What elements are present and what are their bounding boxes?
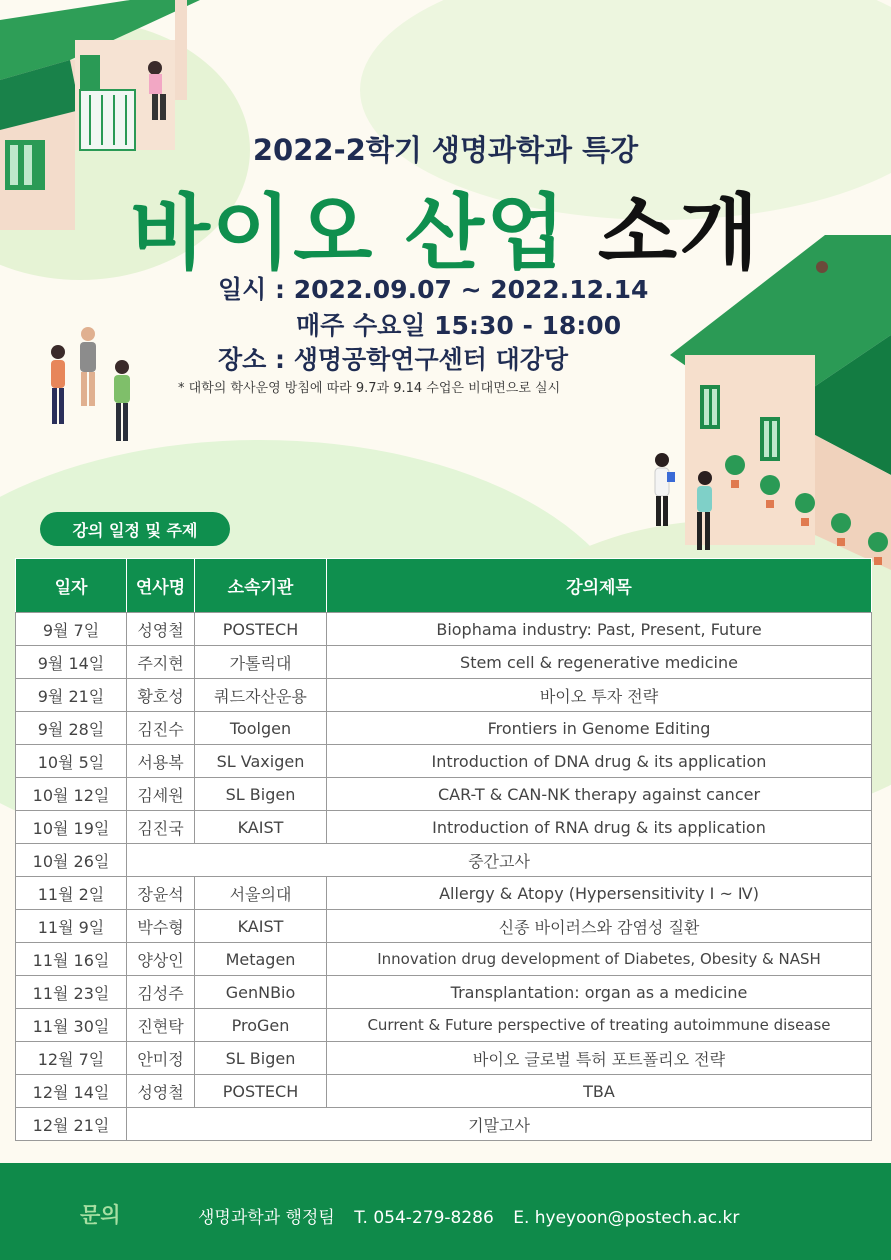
table-row (16, 745, 872, 778)
cell-speaker: 진현탁 (127, 1009, 195, 1042)
cell-speaker: 양상인 (127, 943, 195, 976)
header-title: 강의제목 (327, 559, 872, 613)
schedule-badge: 강의 일정 및 주제 (40, 512, 230, 546)
cell-speaker: 박수형 (127, 910, 195, 943)
cell-title: Frontiers in Genome Editing (327, 712, 872, 745)
cell-exam: 기말고사 (127, 1108, 872, 1141)
date-line: 일시 : 2022.09.07 ~ 2022.12.14 (218, 275, 649, 304)
cell-speaker: 황호성 (127, 679, 195, 712)
header-org: 소속기관 (195, 559, 327, 613)
table-row (16, 1108, 872, 1141)
cell-speaker: 성영철 (127, 613, 195, 646)
cell-date: 11월 16일 (16, 943, 127, 976)
cell-org: KAIST (195, 811, 327, 844)
cell-org: SL Bigen (195, 778, 327, 811)
cell-title: 바이오 투자 전략 (327, 679, 872, 712)
contact-label: 문의 (80, 1203, 121, 1227)
title-green: 바이오 산업 (130, 186, 568, 281)
contact-footer (0, 1163, 891, 1260)
table-row (16, 910, 872, 943)
table-row (16, 679, 872, 712)
cell-speaker: 안미정 (127, 1042, 195, 1075)
cell-speaker: 서용복 (127, 745, 195, 778)
page-title (0, 168, 891, 285)
cell-title: TBA (327, 1075, 872, 1108)
cell-speaker: 장윤석 (127, 877, 195, 910)
note-text: * 대학의 학사운영 방침에 따라 9.7과 9.14 수업은 비대면으로 실시 (178, 381, 561, 396)
cell-title: Innovation drug development of Diabetes, Obesity & NASH (327, 943, 872, 976)
cell-org: Toolgen (195, 712, 327, 745)
cell-org: POSTECH (195, 1075, 327, 1108)
cell-date: 9월 14일 (16, 646, 127, 679)
contact-info (198, 1203, 753, 1228)
cell-date: 12월 7일 (16, 1042, 127, 1075)
cell-exam: 중간고사 (127, 844, 872, 877)
table-row (16, 613, 872, 646)
cell-title: Current & Future perspective of treating autoimmune disease (327, 1009, 872, 1042)
time-line: 매주 수요일 15:30 - 18:00 (296, 311, 622, 340)
cell-date: 9월 7일 (16, 613, 127, 646)
cell-date: 12월 14일 (16, 1075, 127, 1108)
cell-date: 11월 23일 (16, 976, 127, 1009)
table-row (16, 1009, 872, 1042)
table-row (16, 712, 872, 745)
people-illustration (40, 322, 140, 447)
cell-org: SL Bigen (195, 1042, 327, 1075)
table-row (16, 811, 872, 844)
cell-date: 9월 28일 (16, 712, 127, 745)
cell-title: Biophama industry: Past, Present, Future (327, 613, 872, 646)
cell-date: 12월 21일 (16, 1108, 127, 1141)
cell-date: 9월 21일 (16, 679, 127, 712)
cell-speaker: 주지현 (127, 646, 195, 679)
cell-title: Stem cell & regenerative medicine (327, 646, 872, 679)
cell-org: 쿼드자산운용 (195, 679, 327, 712)
table-row (16, 646, 872, 679)
event-subtitle: 2022-2학기 생명과학과 특강 (252, 133, 639, 167)
cell-title: 신종 바이러스와 감염성 질환 (327, 910, 872, 943)
table-row (16, 1075, 872, 1108)
cell-title: Introduction of RNA drug & its application (327, 811, 872, 844)
cell-title: Transplantation: organ as a medicine (327, 976, 872, 1009)
header-speaker: 연사명 (127, 559, 195, 613)
cell-title: Allergy & Atopy (Hypersensitivity Ⅰ ~ Ⅳ) (327, 877, 872, 910)
contact-phone: T. 054-279-8286 (354, 1208, 494, 1228)
table-row (16, 778, 872, 811)
cell-speaker: 성영철 (127, 1075, 195, 1108)
cell-org: Metagen (195, 943, 327, 976)
cell-title: CAR-T & CAN-NK therapy against cancer (327, 778, 872, 811)
cell-speaker: 김성주 (127, 976, 195, 1009)
cell-date: 10월 12일 (16, 778, 127, 811)
schedule-table (15, 558, 872, 1141)
cell-org: 가톨릭대 (195, 646, 327, 679)
people-illustration (645, 450, 720, 555)
cell-org: GenNBio (195, 976, 327, 1009)
cell-speaker: 김진수 (127, 712, 195, 745)
cell-title: 바이오 글로벌 특허 포트폴리오 전략 (327, 1042, 872, 1075)
place-line: 장소 : 생명공학연구센터 대강당 (218, 345, 569, 374)
cell-date: 11월 30일 (16, 1009, 127, 1042)
table-row (16, 943, 872, 976)
table-header-row (16, 559, 872, 613)
table-row (16, 976, 872, 1009)
cell-title: Introduction of DNA drug & its application (327, 745, 872, 778)
table-row (16, 1042, 872, 1075)
table-row (16, 844, 872, 877)
cell-org: POSTECH (195, 613, 327, 646)
header-date: 일자 (16, 559, 127, 613)
contact-email[interactable]: E. hyeyoon@postech.ac.kr (513, 1208, 740, 1228)
cell-speaker: 김세원 (127, 778, 195, 811)
cell-date: 10월 19일 (16, 811, 127, 844)
title-black: 소개 (597, 186, 761, 281)
cell-org: 서울의대 (195, 877, 327, 910)
cell-date: 10월 5일 (16, 745, 127, 778)
contact-team: 생명과학과 행정팀 (198, 1208, 335, 1228)
table-row (16, 877, 872, 910)
cell-date: 10월 26일 (16, 844, 127, 877)
cell-org: ProGen (195, 1009, 327, 1042)
cell-speaker: 김진국 (127, 811, 195, 844)
cell-date: 11월 2일 (16, 877, 127, 910)
cell-date: 11월 9일 (16, 910, 127, 943)
cell-org: KAIST (195, 910, 327, 943)
cell-org: SL Vaxigen (195, 745, 327, 778)
